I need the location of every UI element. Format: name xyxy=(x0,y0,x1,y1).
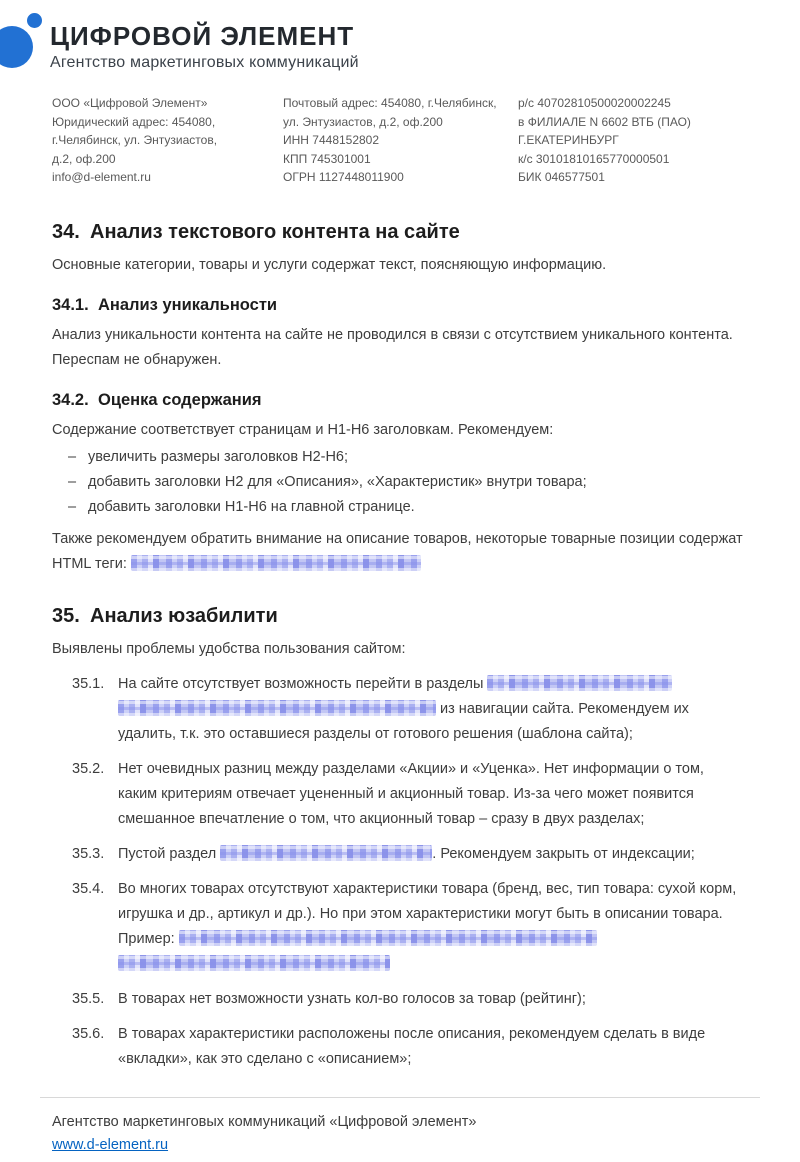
item-number: 35.1. xyxy=(72,675,105,692)
redacted-link[interactable] xyxy=(131,555,421,571)
contact-details xyxy=(52,94,745,187)
contact-line: ИНН 7448152802 xyxy=(283,133,380,147)
contact-line: ОГРН 1127448011900 xyxy=(283,170,404,184)
logo-circle-large-icon xyxy=(0,26,33,68)
text-run: Основные категории, товары и услуги содержат текст, поясняющую информацию. xyxy=(52,256,607,273)
text-run: Содержание соответствует страницам и H1-H6 заголовкам. Рекомендуем: xyxy=(52,421,554,438)
item-text xyxy=(118,842,745,867)
bullet-text: добавить заголовки H1-H6 на главной странице. xyxy=(88,498,415,515)
bullet-text: добавить заголовки H2 для «Описания», «Характеристик» внутри товара; xyxy=(88,473,587,490)
company-name: ЦИФРОВОЙ ЭЛЕМЕНТ xyxy=(50,21,355,51)
logo xyxy=(0,12,46,78)
contact-line: р/с 40702810500020002245 xyxy=(518,96,671,110)
paragraph xyxy=(52,418,745,443)
item-text xyxy=(118,757,745,832)
company-tagline: Агентство маркетинговых коммуникаций xyxy=(50,54,359,71)
dash-bullet-icon: – xyxy=(68,498,77,515)
heading-number: 35. xyxy=(52,604,80,627)
page-footer xyxy=(40,1097,760,1156)
text-run: В товарах характеристики расположены после описания, рекомендуем сделать в виде «вкладки», как это сделано с «описанием»; xyxy=(118,1025,706,1067)
numbered-item xyxy=(72,757,745,832)
redacted-link[interactable] xyxy=(118,700,436,716)
bullet-list xyxy=(52,445,745,520)
paragraph xyxy=(52,323,745,373)
redacted-link[interactable] xyxy=(487,675,672,691)
contact-line: г.Челябинск, ул. Энтузиастов, xyxy=(52,133,218,147)
bullet-item xyxy=(68,470,745,495)
paragraph xyxy=(52,253,745,278)
numbered-item xyxy=(72,1022,745,1072)
section-heading xyxy=(52,219,745,246)
text-run: Анализ уникальности контента на сайте не проводился в связи с отсутствием уникального контента. Переспам не обнаружен. xyxy=(52,326,733,368)
contact-line: к/с 30101810165770000501 xyxy=(518,151,670,166)
contact-column-1 xyxy=(52,94,283,187)
dash-bullet-icon: – xyxy=(68,448,77,465)
dash-bullet-icon: – xyxy=(68,473,77,490)
text-run: из навигации сайта. Рекомендуем их удалить, т.к. это оставшиеся разделы от готового решения (шаблона сайта); xyxy=(118,700,689,742)
heading-text: Оценка содержания xyxy=(98,390,262,409)
numbered-item xyxy=(72,987,745,1012)
text-run: Выявлены проблемы удобства пользования сайтом: xyxy=(52,640,406,657)
contact-line: БИК 046577501 xyxy=(518,170,605,184)
logo-text xyxy=(50,12,359,73)
redacted-link[interactable] xyxy=(118,955,390,971)
paragraph xyxy=(52,527,745,577)
item-text xyxy=(118,877,745,977)
heading-text: Анализ юзабилити xyxy=(90,604,278,627)
numbered-item xyxy=(72,842,745,867)
heading-number: 34.1. xyxy=(52,295,89,314)
text-run: Во многих товарах отсутствуют характеристики товара (бренд, вес, тип товара: сухой корм, игрушка и др., артикул и др.). Но при этом характеристики могут быть в описании товара. Пример: xyxy=(118,880,737,947)
redacted-link[interactable] xyxy=(179,930,597,946)
contact-line: Юридический адрес: 454080, xyxy=(52,114,216,129)
item-text xyxy=(118,1022,745,1072)
contact-line: д.2, оф.200 xyxy=(52,151,116,166)
text-run: В товарах нет возможности узнать кол-во голосов за товар (рейтинг); xyxy=(118,990,586,1007)
footer-website-link[interactable]: www.d-element.ru xyxy=(52,1137,169,1153)
heading-text: Анализ текстового контента на сайте xyxy=(90,220,460,243)
item-number: 35.5. xyxy=(72,990,105,1007)
heading-text: Анализ уникальности xyxy=(98,295,278,314)
letterhead xyxy=(52,12,745,187)
contact-line: Почтовый адрес: 454080, г.Челябинск, xyxy=(283,96,497,110)
heading-number: 34. xyxy=(52,220,80,243)
numbered-item xyxy=(72,877,745,977)
subsection-heading xyxy=(52,389,745,411)
report-content xyxy=(52,187,745,1072)
logo-circle-small-icon xyxy=(27,13,42,28)
contact-column-2 xyxy=(283,94,518,187)
logo-block xyxy=(52,12,745,78)
heading-number: 34.2. xyxy=(52,390,89,409)
bullet-item xyxy=(68,445,745,470)
contact-line: КПП 745301001 xyxy=(283,151,371,166)
contact-line: info@d-element.ru xyxy=(52,170,151,184)
numbered-item xyxy=(72,672,745,747)
subsection-heading xyxy=(52,294,745,316)
item-number: 35.3. xyxy=(72,845,105,862)
text-run: Пустой раздел xyxy=(118,845,221,862)
contact-line: ул. Энтузиастов, д.2, оф.200 xyxy=(283,114,443,129)
text-run: . Рекомендуем закрыть от индексации; xyxy=(432,845,695,862)
redacted-link[interactable] xyxy=(220,845,432,861)
bullet-item xyxy=(68,495,745,520)
item-number: 35.4. xyxy=(72,880,105,897)
contact-line: ООО «Цифровой Элемент» xyxy=(52,96,208,110)
contact-column-3 xyxy=(518,94,745,187)
bullet-text: увеличить размеры заголовков H2-H6; xyxy=(88,448,349,465)
text-run: Также рекомендуем обратить внимание на описание товаров, некоторые товарные позиции содержат HTML теги: xyxy=(52,530,743,572)
text-run: Нет очевидных разниц между разделами «Акции» и «Уценка». Нет информации о том, каким критериям отвечает уцененный и акционный товар. Из-за чего может появится смешанное впечатление о том, что акционный товар – сразу в двух разделах; xyxy=(118,760,704,827)
contact-line: Г.ЕКАТЕРИНБУРГ xyxy=(518,133,619,147)
text-run: На сайте отсутствует возможность перейти в разделы xyxy=(118,675,488,692)
section-heading xyxy=(52,603,745,630)
footer-agency-name: Агентство маркетинговых коммуникаций «Цифровой элемент» xyxy=(52,1114,477,1130)
item-text xyxy=(118,672,745,747)
paragraph xyxy=(52,637,745,662)
contact-line: в ФИЛИАЛЕ N 6602 ВТБ (ПАО) xyxy=(518,114,691,129)
item-number: 35.2. xyxy=(72,760,105,777)
item-number: 35.6. xyxy=(72,1025,105,1042)
item-text xyxy=(118,987,745,1012)
